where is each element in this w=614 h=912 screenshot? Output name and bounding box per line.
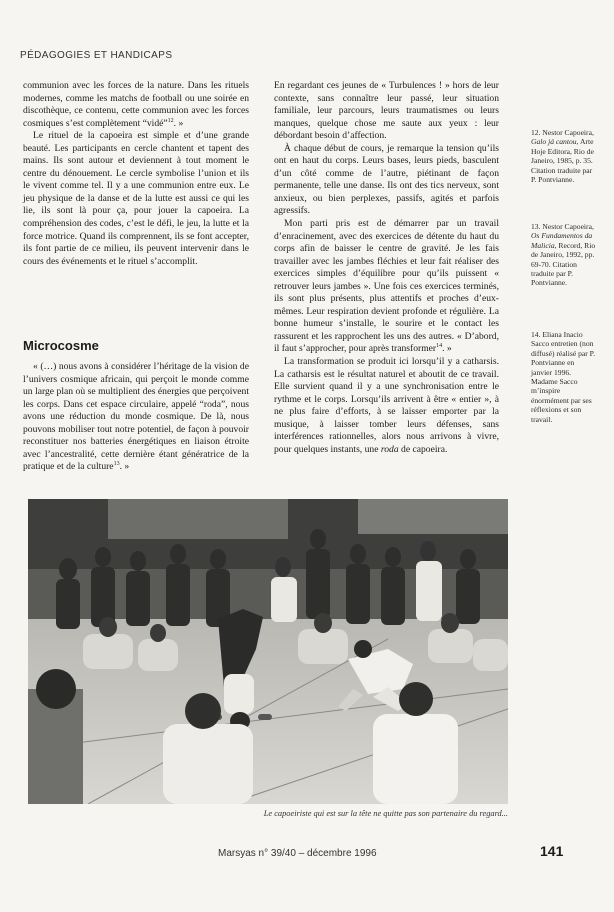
photo-illustration: [28, 499, 508, 804]
running-head: PÉDAGOGIES ET HANDICAPS: [20, 50, 173, 61]
paragraph: [274, 218, 499, 356]
footnote-ref[interactable]: 12: [167, 117, 174, 124]
paragraph: [23, 361, 249, 474]
middle-column: [274, 80, 499, 456]
note-text: 13. Nestor Capoeira,: [531, 222, 594, 231]
note-text: 14. Eliana Inacio Sacco entretien (non diffusé) réalisé par P. Pontvianne en janvier 1996. Madame Sacco m’inspire énormément par ses réflexions et son travail.: [531, 330, 595, 424]
paragraph-text: La transformation se produit ici lorsqu’il y a catharsis. La catharsis est le résultat naturel et aboutit de ce travail. Elle survient quand il y a une synchronisation entre le rythme et le corps. Lorsqu’ils arrivent à être « entier », à ne plus faire d’efforts, à se laisser emporter par la musique, à laisser tomber leurs défenses, sans interférences rationnelles, alors nous arrivons à vivre, pour quelques instants, une: [274, 356, 499, 455]
paragraph: [23, 80, 249, 130]
page-number: 141: [540, 843, 564, 859]
footnote-13: [531, 222, 597, 288]
paragraph-text: Mon parti pris est de démarrer par un travail d’enracinement, avec des exercices de détente du haut du corps afin de baisser le centre de gravité. Je les fais travailler avec les jambes fléchies et leur fait réaliser des exercices simples d’équilibre pour qu’ils puissent « retrouver leurs jambes ». Une fois ces exercices terminés, ils sont plus présents, plus attentifs et proches d’eux-mêmes. Leur respiration devient profonde et régulière. La bonne humeur s’installe, le sourire et le contact les rassurent et les rapprochent les uns des autres. « D’abord, il faut s’approcher, pour après transformer: [274, 218, 499, 355]
section-body: [23, 361, 249, 474]
paragraph: En regardant ces jeunes de « Turbulences ! » hors de leur contexte, sans connaître leur passé, leur situation familiale, leur parcours, leurs traumatismes ou leurs manques, quelque chose me saute aux yeux : leur débordant besoin d’affection.: [274, 80, 499, 142]
footnote-14: [531, 330, 597, 424]
photo-caption: Le capoeiriste qui est sur la tête ne quitte pas son partenaire du regard...: [263, 809, 508, 818]
section-title: Microcosme: [23, 338, 99, 353]
left-column: [23, 80, 249, 268]
note-text: Record, Rio de Janeiro, 1992, pp. 69-70. Citation traduite par P. Pontvianne.: [531, 240, 596, 288]
paragraph-text: « (…) nous avons à considérer l’héritage de la vision de l’univers cosmique africain, qui perçoit le monde comme un large plan où se multiplient des énergies que perçoivent les corps. Dans cet espace circulaire, appelé “roda”, nous avons une réduction du monde cosmique. De là, nous pouvons mobiliser tout notre potentiel, de façon à pouvoir reconstituer nos batteries énergétiques en liaison étroite avec l’ancestralité, cette dernière étant génératrice de la pratique et de la culture: [23, 361, 249, 473]
footnote-ref[interactable]: 14: [436, 343, 443, 350]
paragraph-text: communion avec les forces de la nature. Dans les rituels modernes, comme les matchs de football ou une soirée en discothèque, ce contenu, cette communion avec les forces cosmiques s’est complètement “vidé”: [23, 80, 249, 129]
journal-footer: Marsyas n° 39/40 – décembre 1996: [218, 848, 377, 859]
paragraph-text: . »: [119, 461, 130, 473]
footnote-12: [531, 128, 597, 184]
note-title: Os Fundamentos da Malicia,: [531, 231, 593, 250]
note-title: Galo já cantou,: [531, 137, 579, 147]
paragraph: Le rituel de la capoeira est simple et d’une grande beauté. Les participants en cercle chantent et tapent des mains. Ils sont autour et deviennent à tout moment le centre du dénouement. Le cercle symbolise l’union et ils le vivent comme tel. Il y a une communion entre eux. Le jeu physique de la danse et de la lutte est aussi ce qui les lie, ils sont là pour ça, pour jouer la capoeira. La compréhension des codes, c’est le défi, le jeu, la lutte et la force motrice. Quand ils comprennent, ils se font accepter, ils font partie de ce milieu, ils peuvent intervenir dans le cours des événements et le rituel s’accomplit.: [23, 130, 249, 267]
italic-term: roda: [380, 443, 399, 455]
note-text: 12. Nestor Capoeira,: [531, 128, 594, 137]
paragraph: [274, 356, 499, 456]
footnote-ref[interactable]: 13: [113, 461, 120, 468]
capoeira-photo: [28, 499, 508, 804]
note-text: Arte Hoje Editora, Rio de Janeiro, 1985, p. 35. Citation traduite par P. Pontvianne.: [531, 137, 594, 185]
paragraph-text: . »: [173, 117, 184, 129]
paragraph-text: . »: [442, 343, 452, 355]
paragraph: À chaque début de cours, je remarque la tension qu’ils ont en haut du corps. Leurs bases, leurs pieds, basculent d’un côté comme de l’autre, piétinant de façon permanente, telle une danse. Ils ont des tics nerveux, sont anxieux, ou bien perplexes, passifs, agités et parfois agressifs.: [274, 142, 499, 217]
paragraph-text: de capoeira.: [398, 443, 448, 455]
